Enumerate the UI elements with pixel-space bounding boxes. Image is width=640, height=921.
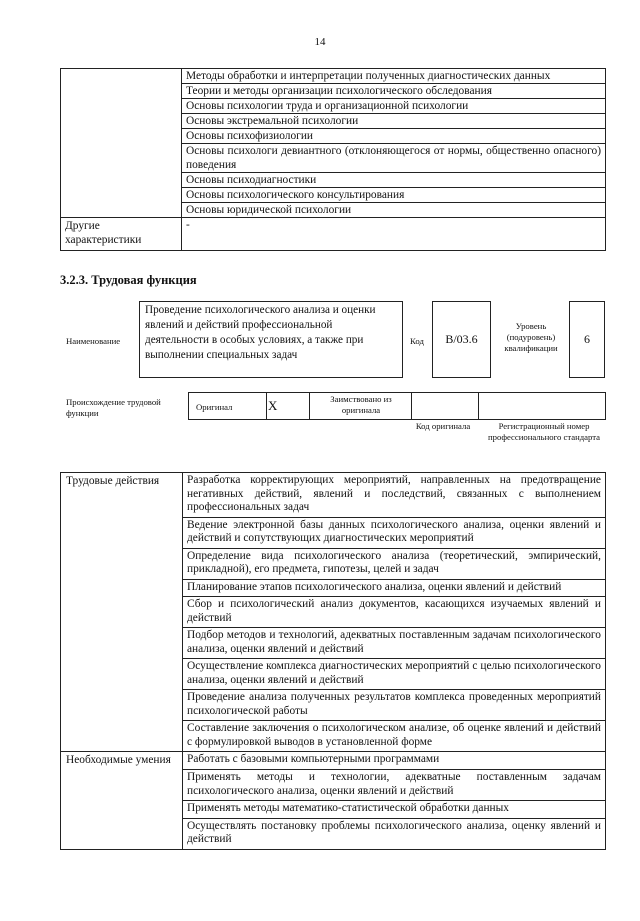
knowledge-row: Основы психофизиологии (182, 129, 606, 144)
knowledge-row: Теории и методы организации психологического обследования (182, 84, 606, 99)
reg-number-caption: Регистрационный номер профессионального стандарта (487, 421, 600, 442)
action-item: Планирование этапов психологического анализа, оценки явлений и действий (183, 579, 606, 597)
borrowed-label: Заимствовано из оригинала (330, 394, 392, 415)
knowledge-row: Методы обработки и интерпретации полученных диагностических данных (182, 69, 606, 84)
action-item: Составление заключения о психологическом анализе, об оценке явлений и действий с формулировкой выводов в установленной форме (183, 721, 606, 752)
action-item: Разработка корректирующих мероприятий, направленных на предотвращение негативных действий, явлений и последствий, связанных с выполнением профессиональных задач (183, 473, 606, 518)
actions-label: Трудовые действия (61, 473, 183, 518)
name-label: Наименование (66, 336, 121, 346)
knowledge-row: Основы психодиагностики (182, 173, 606, 188)
action-item: Ведение электронной базы данных психологического анализа, оценки явлений и действий и сопутствующих диагностических мероприятий (183, 517, 606, 548)
code-label: Код (410, 336, 424, 346)
knowledge-row: Основы экстремальной психологии (182, 114, 606, 129)
other-characteristics-label: Другие характеристики (61, 218, 182, 251)
knowledge-row: Основы психологии труда и организационной психологии (182, 99, 606, 114)
skill-item: Применять методы математико-статистической обработки данных (183, 801, 606, 819)
section-heading: 3.2.3. Трудовая функция (60, 273, 197, 287)
page-number: 14 (314, 36, 326, 48)
knowledge-row: Основы психологического консультирования (182, 188, 606, 203)
skill-item: Осуществлять постановку проблемы психологического анализа, оценку явлений и действий (183, 818, 606, 849)
function-code-value: B/03.6 (445, 332, 478, 346)
skill-item: Работать с базовыми компьютерными программами (183, 752, 606, 770)
knowledge-row: Основы юридической психологии (182, 203, 606, 218)
knowledge-row: Основы психологи девиантного (отклоняющегося от нормы, общественно опасного) поведения (182, 144, 606, 173)
function-name-box: Проведение психологического анализа и оценки явлений и действий профессиональной деятельности в особых условиях, а также при выполнении специальных задач (139, 301, 403, 378)
action-item: Проведение анализа полученных результатов комплекса проведенных мероприятий психологической работы (183, 690, 606, 721)
action-item: Подбор методов и технологий, адекватных поставленным задачам психологического анализа, оценки явлений и действий (183, 628, 606, 659)
origin-label: Происхождение трудовой функции (66, 397, 161, 418)
actions-skills-table (60, 472, 606, 850)
original-mark: X (268, 398, 278, 413)
action-item: Сбор и психологический анализ документов, касающихся изучаемых явлений и действий (183, 597, 606, 628)
skill-item: Применять методы и технологии, адекватные поставленным задачам психологического анализа, оценки явлений и действий (183, 770, 606, 801)
action-item: Осуществление комплекса диагностических мероприятий с целью психологического анализа, оценки явлений и действий (183, 659, 606, 690)
level-box (569, 301, 605, 378)
skills-label: Необходимые умения (61, 752, 183, 770)
function-code-box (432, 301, 491, 378)
other-characteristics-value: - (182, 218, 606, 251)
original-label: Оригинал (196, 402, 233, 412)
code-original-caption: Код оригинала (415, 421, 471, 431)
origin-table (188, 392, 606, 420)
knowledge-label-cell (61, 69, 182, 218)
level-value: 6 (584, 332, 590, 346)
knowledge-table (60, 68, 606, 251)
level-label: Уровень (подуровень) квалификации (504, 321, 558, 353)
action-item: Определение вида психологического анализа (теоретический, эмпирический, прикладной), его предмета, гипотезы, целей и задач (183, 548, 606, 579)
